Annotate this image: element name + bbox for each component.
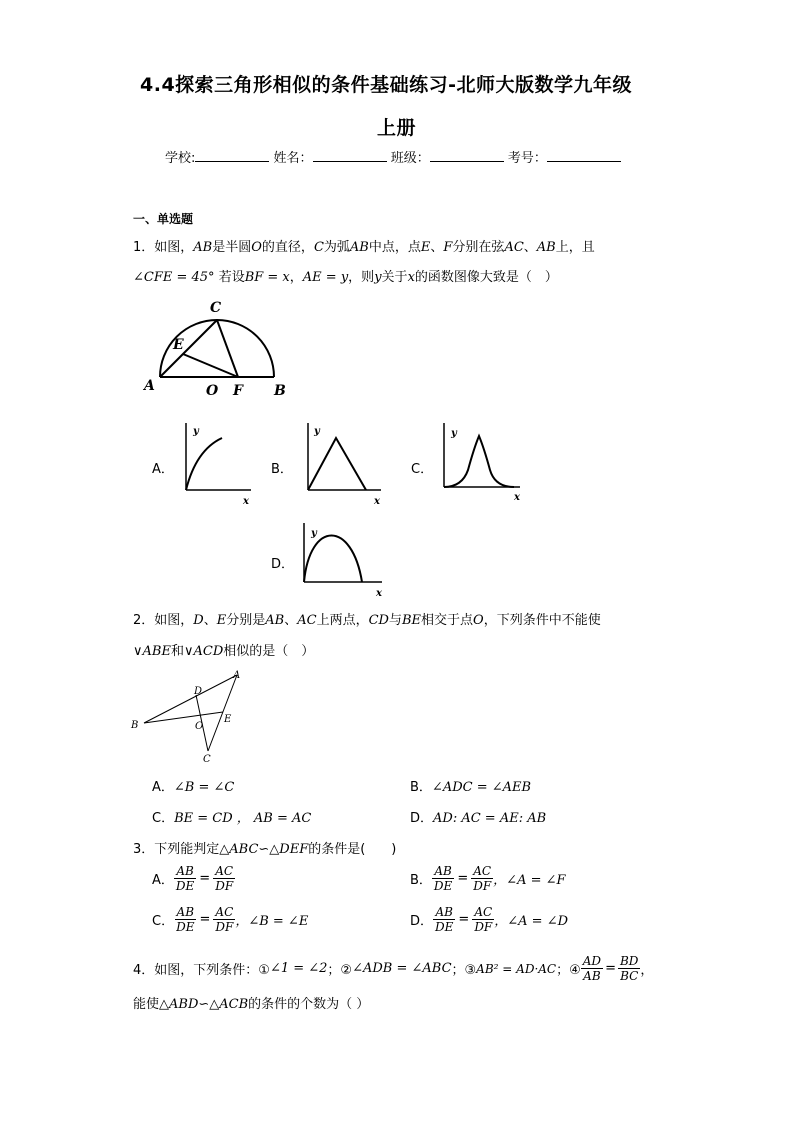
fraction: [433, 905, 455, 934]
denominator: DF: [215, 879, 234, 893]
fraction: [432, 864, 454, 893]
q2-var: BE: [401, 613, 422, 628]
name-blank[interactable]: [313, 149, 387, 162]
school-blank[interactable]: [195, 149, 269, 162]
q2-text: ，下列条件中不能使: [483, 613, 601, 628]
numerator: AB: [176, 905, 195, 919]
q1-math: BF = x: [244, 270, 290, 285]
q1-option-a-graph[interactable]: [176, 420, 256, 510]
equals: =: [605, 961, 616, 976]
q4-text: ，: [640, 963, 654, 978]
numerator: AC: [474, 905, 493, 919]
q1-text: 上，且: [555, 240, 595, 255]
curve: [186, 438, 222, 490]
q2-var: AB: [265, 613, 285, 628]
option-text: ∠B = ∠C: [173, 780, 235, 795]
q2-option-a[interactable]: [152, 776, 234, 795]
q2-text: 、: [284, 613, 298, 628]
q1-text: 分别在弦: [452, 240, 505, 255]
denominator: DF: [215, 920, 234, 934]
q1-text: 的直径，: [261, 240, 314, 255]
segment-cf: [217, 320, 238, 377]
q1-line2: [133, 266, 558, 285]
q3-line: [133, 838, 396, 857]
q1-option-d-graph[interactable]: [292, 520, 387, 600]
q1-text: 、: [523, 240, 537, 255]
numerator: BD: [619, 954, 639, 968]
q3-option-b[interactable]: [410, 864, 566, 893]
q1-text: 是半圆: [212, 240, 252, 255]
axis-x-label: x: [243, 496, 249, 507]
q1-option-c-graph[interactable]: [432, 420, 527, 510]
option-label: D．: [410, 811, 434, 826]
q2-text: 相交于点: [421, 613, 474, 628]
q1-text: 的函数图像大致是（ ）: [414, 270, 558, 285]
q1-var: AC: [504, 240, 524, 255]
option-label: C．: [152, 811, 175, 826]
class-blank[interactable]: [430, 149, 504, 162]
page-title-line2: 上册: [377, 117, 417, 139]
q1-option-d-label[interactable]: D．: [271, 557, 295, 572]
q2-var: D: [193, 613, 204, 628]
q2-math: ∨ABE: [133, 644, 171, 659]
fraction: [581, 954, 603, 983]
option-extra: ，∠B = ∠E: [235, 914, 309, 929]
parabola-curve: [304, 536, 362, 583]
numerator: AB: [435, 905, 453, 919]
option-label: C．: [152, 914, 175, 929]
denominator: DF: [473, 879, 492, 893]
q4-text: ；④: [556, 963, 581, 978]
q3-option-a[interactable]: [152, 864, 235, 893]
segment-be: [144, 712, 223, 723]
option-label: B．: [410, 780, 432, 795]
q1-var: AB: [536, 240, 556, 255]
axis-y-label: y: [311, 528, 317, 539]
name-label: 姓名：: [273, 151, 313, 166]
q2-var: O: [473, 613, 484, 628]
fraction: [618, 954, 640, 983]
numerator: AB: [434, 864, 452, 878]
label-a: A: [144, 378, 155, 394]
q1-text: 为弧: [323, 240, 350, 255]
q1-text: 、: [430, 240, 444, 255]
q2-text: 相似的是（ ）: [223, 644, 315, 659]
info-line: [165, 147, 621, 166]
q2-text: 上两点，: [316, 613, 369, 628]
q2-var: E: [216, 613, 227, 628]
q4-text: ；②: [327, 963, 353, 978]
numerator: AC: [215, 905, 234, 919]
q1-var: AB: [193, 240, 213, 255]
q1-math: AE = y: [302, 270, 349, 285]
option-text: ∠ADC = ∠AEB: [431, 780, 532, 795]
label-c: C: [210, 300, 222, 316]
label-o: O: [195, 721, 204, 732]
label-a: A: [233, 670, 241, 681]
fraction: [213, 864, 235, 893]
q1-text: ，: [289, 270, 303, 285]
fraction: [471, 864, 493, 893]
label-f: F: [233, 383, 243, 399]
q2-var: CD: [368, 613, 389, 628]
label-b: B: [274, 383, 286, 399]
option-label: D．: [410, 914, 434, 929]
q2-text: 2．如图，: [133, 613, 194, 628]
q4-condition-3: AB² = AD·AC: [476, 961, 557, 976]
q1-option-c-label[interactable]: C．: [411, 462, 434, 477]
q1-text: ，则: [348, 270, 375, 285]
axis-x-label: x: [374, 496, 380, 507]
axis-x-label: x: [376, 588, 382, 599]
school-label: 学校:: [165, 151, 196, 166]
denominator: AB: [583, 969, 601, 983]
q1-option-b-graph[interactable]: [296, 420, 386, 510]
q1-var: E: [420, 240, 431, 255]
option-label: A．: [152, 780, 174, 795]
q1-line1: [133, 236, 595, 255]
q2-text: 分别是: [226, 613, 266, 628]
q3-text: 的条件是( ): [308, 842, 397, 857]
id-label: 考号：: [507, 151, 547, 166]
q1-semicircle-figure: [140, 295, 300, 400]
q2-line2: [133, 640, 314, 659]
axis-y-label: y: [451, 428, 457, 439]
numerator: AC: [473, 864, 492, 878]
equals: =: [199, 912, 211, 927]
label-d: D: [194, 686, 203, 697]
q2-option-b[interactable]: [410, 776, 531, 795]
q4-text: 的条件的个数为（ ）: [248, 997, 370, 1012]
class-label: 班级：: [390, 151, 430, 166]
q1-math: ∠CFE = 45°: [133, 270, 215, 285]
label-o: O: [206, 383, 219, 399]
q2-text: 与: [388, 613, 402, 628]
option-label: B．: [410, 873, 432, 888]
option-extra: ，∠A = ∠D: [494, 914, 569, 929]
q3-option-c[interactable]: [152, 905, 308, 934]
q4-condition-2: ∠ADB = ∠ABC: [352, 961, 452, 976]
label-b: B: [131, 720, 139, 731]
q4-math: △ABD∽△ACB: [159, 997, 249, 1012]
q1-text: 关于: [381, 270, 408, 285]
q2-text: 和: [170, 644, 184, 659]
q4-text: 4．如图，下列条件：①: [133, 963, 270, 978]
option-text: AD: AC = AE: AB: [433, 811, 547, 826]
page-title: 4.4探索三角形相似的条件基础练习-北师大版数学九年级: [140, 74, 633, 96]
fraction: [213, 905, 235, 934]
q4-line1: [133, 954, 653, 983]
option-text: BE = CD ， AB = AC: [174, 811, 312, 826]
q4-condition-1: ∠1 = ∠2: [269, 961, 328, 976]
option-label: A．: [152, 873, 174, 888]
axis-y-label: y: [314, 426, 320, 437]
q2-option-c[interactable]: [152, 807, 311, 826]
equals: =: [199, 871, 211, 886]
label-e: E: [173, 337, 184, 353]
denominator: DE: [176, 920, 195, 934]
label-e: E: [224, 714, 232, 725]
q1-text: 1．如图，: [133, 240, 194, 255]
q3-option-d[interactable]: [410, 905, 568, 934]
axis-y-label: y: [193, 426, 199, 437]
q2-text: 、: [203, 613, 217, 628]
numerator: AC: [215, 864, 234, 878]
q4-line2: [133, 993, 369, 1012]
cusp-curve: [444, 436, 514, 487]
q2-triangle-figure: [128, 666, 258, 766]
q1-text: 中点，点: [368, 240, 421, 255]
q2-option-d[interactable]: [410, 807, 546, 826]
equals: =: [457, 871, 469, 886]
denominator: DE: [433, 879, 453, 893]
q1-option-b-label[interactable]: B．: [271, 462, 293, 477]
numerator: AD: [582, 954, 602, 968]
fraction: [174, 905, 196, 934]
numerator: AB: [176, 864, 194, 878]
fraction: [472, 905, 494, 934]
id-blank[interactable]: [547, 149, 621, 162]
q1-text: 若设: [214, 270, 245, 285]
denominator: DF: [474, 920, 493, 934]
q1-var: O: [251, 240, 262, 255]
q1-option-a-label[interactable]: A．: [152, 462, 174, 477]
q2-var: AC: [297, 613, 317, 628]
q1-var: F: [443, 240, 453, 255]
q3-text: 3．下列能判定: [133, 842, 220, 857]
q2-math: ∨ACD: [183, 644, 224, 659]
q1-var: C: [313, 240, 324, 255]
triangle-curve: [308, 438, 366, 490]
section-title: 一、单选题: [133, 212, 194, 226]
fraction: [174, 864, 196, 893]
q3-math: △ABC∽△DEF: [219, 842, 309, 857]
q2-line1: [133, 609, 601, 628]
q1-var: y: [374, 270, 382, 285]
label-c: C: [203, 754, 211, 765]
denominator: DE: [435, 920, 454, 934]
option-extra: ，∠A = ∠F: [493, 873, 566, 888]
q4-text: 能使: [133, 997, 160, 1012]
q1-var: x: [407, 270, 415, 285]
axis-x-label: x: [514, 492, 520, 503]
q4-text: ；③: [451, 963, 477, 978]
equals: =: [458, 912, 470, 927]
denominator: DE: [175, 879, 195, 893]
denominator: BC: [620, 969, 639, 983]
q1-var: AB: [349, 240, 369, 255]
